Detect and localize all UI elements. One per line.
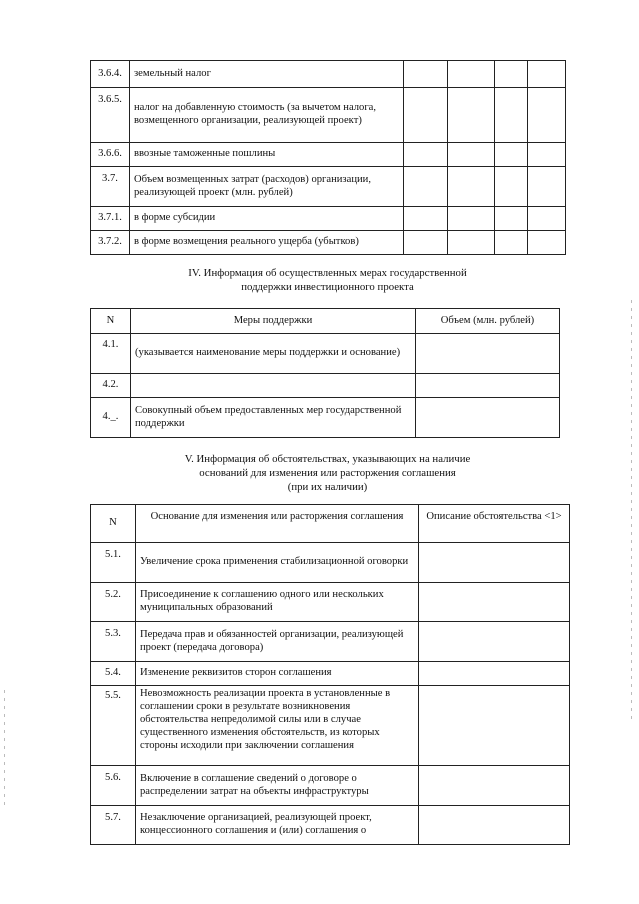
empty-cell: [495, 167, 528, 207]
row-text: Присоединение к соглашению одного или нескольких муниципальных образований: [136, 583, 419, 622]
row-number: 5.6.: [91, 766, 136, 806]
column-header: Меры поддержки: [131, 309, 416, 334]
table-row: [91, 334, 560, 374]
empty-cell: [528, 231, 566, 255]
section-5-heading: [90, 452, 565, 494]
row-text: Передача прав и обязанностей организации, реализующей проект (передача договора): [136, 622, 419, 662]
section-4-heading-line: поддержки инвестиционного проекта: [241, 281, 414, 294]
table-row: [91, 662, 570, 686]
section-4-heading: [90, 266, 565, 294]
section-5-heading-line: оснований для изменения или расторжения соглашения: [199, 467, 456, 480]
table-row: [91, 543, 570, 583]
row-text: Совокупный объем предоставленных мер государственной поддержки: [131, 398, 416, 438]
empty-cell: [419, 543, 570, 583]
row-number: 5.2.: [91, 583, 136, 622]
row-text: (указывается наименование меры поддержки и основание): [131, 334, 416, 374]
row-text: Объем возмещенных затрат (расходов) организации, реализующей проект (млн. рублей): [130, 167, 404, 207]
table-row: [91, 167, 566, 207]
empty-cell: [528, 167, 566, 207]
table-header-row: [91, 505, 570, 543]
row-number: 5.4.: [91, 662, 136, 686]
row-text: земельный налог: [130, 61, 404, 88]
empty-cell: [448, 88, 495, 143]
empty-cell: [416, 374, 560, 398]
column-header: Основание для изменения или расторжения соглашения: [136, 505, 419, 543]
grounds-table: [90, 504, 570, 845]
row-text: налог на добавленную стоимость (за вычетом налога, возмещенного организации, реализующей проект): [130, 88, 404, 143]
table-row: [91, 231, 566, 255]
row-number: 4._.: [91, 398, 131, 438]
empty-cell: [528, 88, 566, 143]
empty-cell: [448, 167, 495, 207]
table-row: [91, 622, 570, 662]
row-number: 5.3.: [91, 622, 136, 662]
table-row: [91, 686, 570, 766]
empty-cell: [495, 207, 528, 231]
section-5-heading-line: (при их наличии): [287, 481, 368, 494]
row-text: Изменение реквизитов сторон соглашения: [136, 662, 419, 686]
empty-cell: [404, 143, 448, 167]
empty-cell: [495, 61, 528, 88]
column-header: Объем (млн. рублей): [416, 309, 560, 334]
row-text: Незаключение организацией, реализующей проект, концессионного соглашения и (или) соглашения о: [136, 806, 419, 845]
section-5-heading-line: V. Информация об обстоятельствах, указывающих на наличие: [184, 453, 471, 465]
row-number: 3.6.5.: [91, 88, 130, 143]
table-row: [91, 207, 566, 231]
empty-cell: [404, 231, 448, 255]
budget-table: [90, 60, 566, 255]
empty-cell: [495, 143, 528, 167]
row-text: в форме субсидии: [130, 207, 404, 231]
scan-edge-mark-right: [631, 300, 632, 720]
empty-cell: [419, 622, 570, 662]
table-row: [91, 143, 566, 167]
empty-cell: [404, 88, 448, 143]
row-number: 4.1.: [91, 334, 131, 374]
empty-cell: [404, 61, 448, 88]
row-number: 3.6.6.: [91, 143, 130, 167]
table-header-row: [91, 309, 560, 334]
row-text: Включение в соглашение сведений о договоре о распределении затрат на объекты инфраструктуры: [136, 766, 419, 806]
empty-cell: [448, 143, 495, 167]
support-measures-table: [90, 308, 560, 438]
row-number: 5.7.: [91, 806, 136, 845]
empty-cell: [419, 806, 570, 845]
column-header: N: [91, 309, 131, 334]
column-header: Описание обстоятельства <1>: [419, 505, 570, 543]
row-text: в форме возмещения реального ущерба (убытков): [130, 231, 404, 255]
table-row: [91, 61, 566, 88]
empty-cell: [528, 143, 566, 167]
row-text: ввозные таможенные пошлины: [130, 143, 404, 167]
row-number: 4.2.: [91, 374, 131, 398]
empty-cell: [419, 766, 570, 806]
row-number: 5.1.: [91, 543, 136, 583]
empty-cell: [528, 207, 566, 231]
row-number: 3.6.4.: [91, 61, 130, 88]
empty-cell: [416, 398, 560, 438]
empty-cell: [404, 207, 448, 231]
table-row: [91, 88, 566, 143]
row-text: Увеличение срока применения стабилизационной оговорки: [136, 543, 419, 583]
row-text: Невозможность реализации проекта в установленные в соглашении сроки в результате возникновения обстоятельства непредолимой силы или в случае существенного изменения обстоятельств, из которых стороны исходили при заключении соглашения: [136, 686, 419, 766]
table-row: [91, 806, 570, 845]
empty-cell: [404, 167, 448, 207]
row-number: 3.7.: [91, 167, 130, 207]
column-header: N: [91, 505, 136, 543]
row-text: [131, 374, 416, 398]
empty-cell: [528, 61, 566, 88]
table-row: [91, 374, 560, 398]
empty-cell: [448, 207, 495, 231]
empty-cell: [419, 662, 570, 686]
scan-edge-mark-left: [4, 690, 5, 810]
row-number: 3.7.1.: [91, 207, 130, 231]
empty-cell: [416, 334, 560, 374]
row-number: 5.5.: [91, 686, 136, 766]
table-row: [91, 583, 570, 622]
table-row: [91, 398, 560, 438]
table-row: [91, 766, 570, 806]
empty-cell: [448, 231, 495, 255]
empty-cell: [419, 583, 570, 622]
empty-cell: [495, 88, 528, 143]
row-number: 3.7.2.: [91, 231, 130, 255]
empty-cell: [419, 686, 570, 766]
empty-cell: [495, 231, 528, 255]
empty-cell: [448, 61, 495, 88]
section-4-heading-line: IV. Информация об осуществленных мерах государственной: [188, 267, 467, 279]
